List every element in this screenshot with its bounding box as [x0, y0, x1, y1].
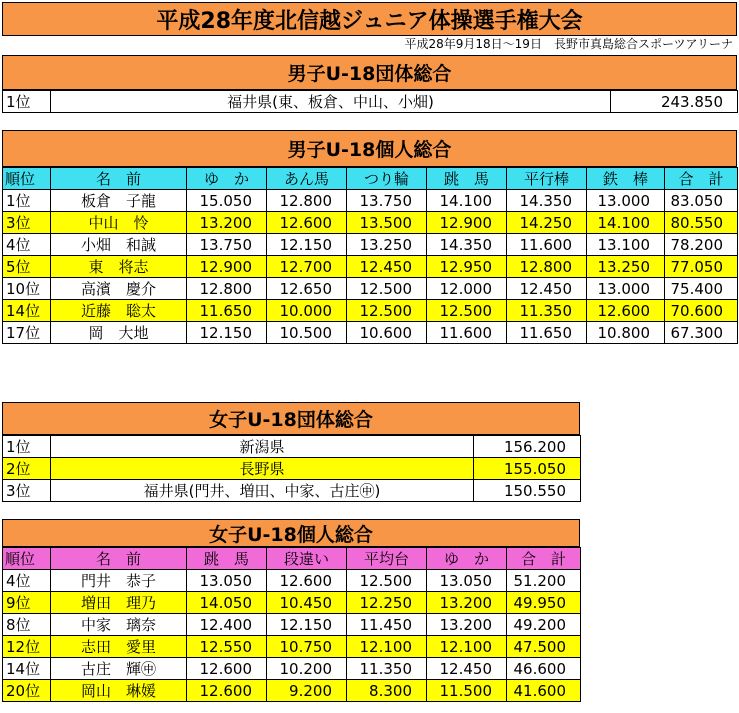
- table-row: [3, 322, 738, 344]
- table-row: [3, 592, 581, 614]
- girls-individual-table: [2, 547, 581, 702]
- score-cell: 78.200: [665, 234, 738, 256]
- rank-cell: 14位: [3, 300, 51, 322]
- table-row: [3, 636, 581, 658]
- score-cell: 46.600: [507, 658, 581, 680]
- score-cell: 12.900: [187, 256, 267, 278]
- score-cell: 10.800: [587, 322, 665, 344]
- page-title: 平成28年度北信越ジュニア体操選手権大会: [2, 2, 737, 36]
- table-row: [3, 212, 738, 234]
- boys-individual-table: [2, 167, 738, 344]
- score-cell: 14.100: [427, 190, 507, 212]
- name-cell: 古庄 輝㊥: [51, 658, 187, 680]
- score-cell: 15.050: [187, 190, 267, 212]
- score-cell: 12.700: [267, 256, 347, 278]
- column-header: 順位: [3, 548, 51, 570]
- column-header: 段違い: [267, 548, 347, 570]
- score-cell: 13.100: [587, 234, 665, 256]
- score-cell: 10.450: [267, 592, 347, 614]
- score-cell: 12.450: [507, 278, 587, 300]
- score-cell: 12.600: [587, 300, 665, 322]
- name-cell: 門井 恭子: [51, 570, 187, 592]
- rank-cell: 3位: [3, 212, 51, 234]
- score-cell: 12.500: [347, 570, 427, 592]
- rank-cell: 4位: [3, 234, 51, 256]
- name-cell: 岡 大地: [51, 322, 187, 344]
- score-cell: 11.350: [347, 658, 427, 680]
- boys-individual-heading: 男子U-18個人総合: [2, 130, 737, 167]
- team-cell: 福井県(東、板倉、中山、小畑): [51, 91, 611, 113]
- name-cell: 高濱 慶介: [51, 278, 187, 300]
- table-row: [3, 458, 581, 480]
- rank-cell: 8位: [3, 614, 51, 636]
- table-row: [3, 570, 581, 592]
- score-cell: 10.000: [267, 300, 347, 322]
- score-cell: 14.350: [427, 234, 507, 256]
- column-header: あん馬: [267, 168, 347, 190]
- score-cell: 13.200: [427, 614, 507, 636]
- girls-team-table: [2, 435, 581, 502]
- score-cell: 12.950: [427, 256, 507, 278]
- score-cell: 12.500: [427, 300, 507, 322]
- table-row: [3, 658, 581, 680]
- rank-cell: 1位: [3, 436, 51, 458]
- score-cell: 11.350: [507, 300, 587, 322]
- score-cell: 13.200: [187, 212, 267, 234]
- score-cell: 67.300: [665, 322, 738, 344]
- table-row: [3, 436, 581, 458]
- column-header: ゆ か: [427, 548, 507, 570]
- rank-cell: 2位: [3, 458, 51, 480]
- score-cell: 12.450: [347, 256, 427, 278]
- column-header: 合 計: [665, 168, 738, 190]
- score-cell: 49.200: [507, 614, 581, 636]
- column-header: 名 前: [51, 168, 187, 190]
- score-cell: 70.600: [665, 300, 738, 322]
- column-header: 名 前: [51, 548, 187, 570]
- score-cell: 12.150: [187, 322, 267, 344]
- table-row: [3, 680, 581, 702]
- table-row: [3, 614, 581, 636]
- name-cell: 増田 理乃: [51, 592, 187, 614]
- score-cell: 13.500: [347, 212, 427, 234]
- score-cell: 9.200: [267, 680, 347, 702]
- score-cell: 12.900: [427, 212, 507, 234]
- score-cell: 12.800: [187, 278, 267, 300]
- table-row: [3, 190, 738, 212]
- score-cell: 13.200: [427, 592, 507, 614]
- score-cell: 12.400: [187, 614, 267, 636]
- score-cell: 11.500: [427, 680, 507, 702]
- score-cell: 243.850: [611, 91, 738, 113]
- rank-cell: 1位: [3, 91, 51, 113]
- score-cell: 10.750: [267, 636, 347, 658]
- name-cell: 中山 怜: [51, 212, 187, 234]
- score-cell: 12.450: [427, 658, 507, 680]
- score-cell: 14.350: [507, 190, 587, 212]
- score-cell: 13.250: [347, 234, 427, 256]
- table-row: [3, 480, 581, 502]
- column-header: 跳 馬: [187, 548, 267, 570]
- score-cell: 83.050: [665, 190, 738, 212]
- score-cell: 12.500: [347, 300, 427, 322]
- score-cell: 12.000: [427, 278, 507, 300]
- rank-cell: 17位: [3, 322, 51, 344]
- score-cell: 12.600: [267, 570, 347, 592]
- score-cell: 41.600: [507, 680, 581, 702]
- boys-team-table: [2, 90, 738, 113]
- score-cell: 12.100: [347, 636, 427, 658]
- rank-cell: 5位: [3, 256, 51, 278]
- score-cell: 80.550: [665, 212, 738, 234]
- score-cell: 12.550: [187, 636, 267, 658]
- table-row: [3, 91, 738, 113]
- score-cell: 12.250: [347, 592, 427, 614]
- score-cell: 11.650: [507, 322, 587, 344]
- name-cell: 板倉 子龍: [51, 190, 187, 212]
- rank-cell: 1位: [3, 190, 51, 212]
- column-header: 平均台: [347, 548, 427, 570]
- rank-cell: 9位: [3, 592, 51, 614]
- table-row: [3, 278, 738, 300]
- score-cell: 12.600: [187, 680, 267, 702]
- score-cell: 11.450: [347, 614, 427, 636]
- name-cell: 東 将志: [51, 256, 187, 278]
- name-cell: 小畑 和誠: [51, 234, 187, 256]
- score-cell: 13.250: [587, 256, 665, 278]
- name-cell: 中家 璃奈: [51, 614, 187, 636]
- rank-cell: 14位: [3, 658, 51, 680]
- table-row: [3, 256, 738, 278]
- column-header: 合 計: [507, 548, 581, 570]
- score-cell: 12.800: [507, 256, 587, 278]
- rank-cell: 12位: [3, 636, 51, 658]
- score-cell: 13.000: [587, 190, 665, 212]
- team-cell: 新潟県: [51, 436, 474, 458]
- column-header: 跳 馬: [427, 168, 507, 190]
- score-cell: 11.600: [427, 322, 507, 344]
- column-header: ゆ か: [187, 168, 267, 190]
- team-cell: 長野県: [51, 458, 474, 480]
- column-header: 順位: [3, 168, 51, 190]
- score-cell: 47.500: [507, 636, 581, 658]
- score-cell: 12.600: [187, 658, 267, 680]
- score-cell: 14.050: [187, 592, 267, 614]
- score-cell: 14.250: [507, 212, 587, 234]
- score-cell: 11.650: [187, 300, 267, 322]
- column-header: 平行棒: [507, 168, 587, 190]
- name-cell: 志田 愛里: [51, 636, 187, 658]
- score-cell: 51.200: [507, 570, 581, 592]
- name-cell: 岡山 琳媛: [51, 680, 187, 702]
- score-cell: 10.600: [347, 322, 427, 344]
- girls-individual-heading: 女子U-18個人総合: [2, 519, 580, 547]
- score-cell: 10.500: [267, 322, 347, 344]
- score-cell: 14.100: [587, 212, 665, 234]
- table-row: [3, 234, 738, 256]
- score-cell: 12.150: [267, 614, 347, 636]
- score-cell: 13.050: [187, 570, 267, 592]
- rank-cell: 20位: [3, 680, 51, 702]
- score-cell: 156.200: [474, 436, 581, 458]
- rank-cell: 10位: [3, 278, 51, 300]
- score-cell: 155.050: [474, 458, 581, 480]
- table-row: [3, 300, 738, 322]
- score-cell: 75.400: [665, 278, 738, 300]
- score-cell: 77.050: [665, 256, 738, 278]
- score-cell: 12.600: [267, 212, 347, 234]
- score-cell: 12.800: [267, 190, 347, 212]
- column-header: 鉄 棒: [587, 168, 665, 190]
- girls-team-heading: 女子U-18団体総合: [2, 402, 580, 435]
- score-cell: 12.650: [267, 278, 347, 300]
- score-cell: 13.750: [187, 234, 267, 256]
- score-cell: 13.050: [427, 570, 507, 592]
- rank-cell: 4位: [3, 570, 51, 592]
- score-cell: 150.550: [474, 480, 581, 502]
- score-cell: 8.300: [347, 680, 427, 702]
- score-cell: 11.600: [507, 234, 587, 256]
- score-cell: 12.150: [267, 234, 347, 256]
- column-header: つり輪: [347, 168, 427, 190]
- rank-cell: 3位: [3, 480, 51, 502]
- score-cell: 10.200: [267, 658, 347, 680]
- score-cell: 12.100: [427, 636, 507, 658]
- score-cell: 12.500: [347, 278, 427, 300]
- name-cell: 近藤 聡太: [51, 300, 187, 322]
- boys-team-heading: 男子U-18団体総合: [2, 55, 737, 90]
- score-cell: 13.750: [347, 190, 427, 212]
- score-cell: 49.950: [507, 592, 581, 614]
- event-date-venue: 平成28年9月18日～19日 長野市真島総合スポーツアリーナ: [404, 37, 733, 51]
- team-cell: 福井県(門井、増田、中家、古庄㊥): [51, 480, 474, 502]
- score-cell: 13.000: [587, 278, 665, 300]
